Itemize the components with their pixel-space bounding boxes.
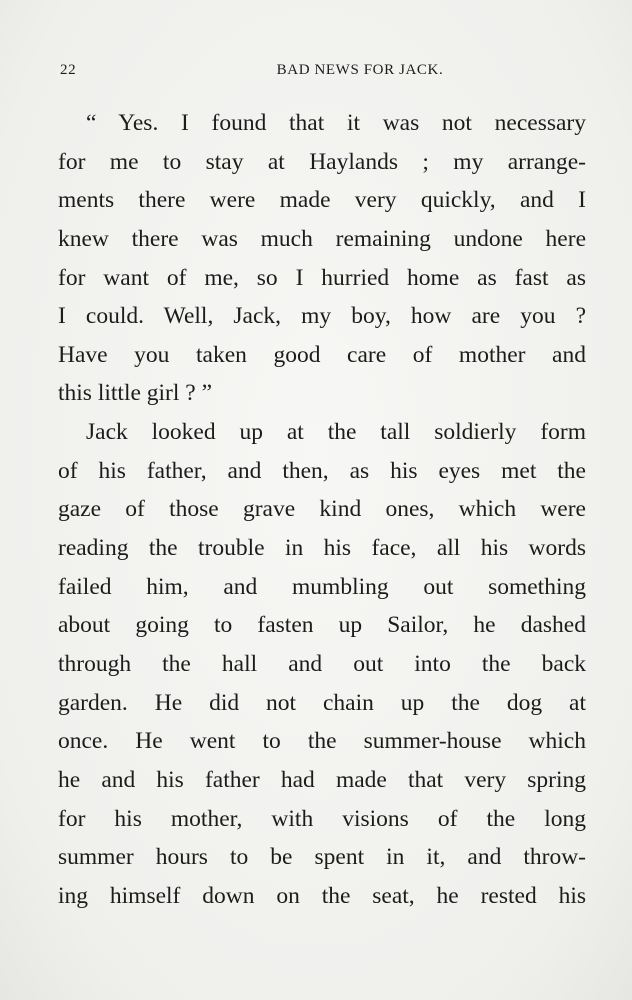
text-line: for his mother, with visions of the long [58, 805, 586, 832]
text-line: summer hours to be spent in it, and throw- [58, 844, 586, 871]
text-line: garden. He did not chain up the dog at [58, 689, 586, 716]
text-line: knew there was much remaining undone here [58, 225, 586, 252]
text-line: I could. Well, Jack, my boy, how are you ? [58, 303, 586, 330]
text-line: once. He went to the summer-house which [58, 728, 586, 755]
body-text [58, 104, 586, 915]
text-line: for want of me, so I hurried home as fast as [58, 264, 586, 291]
text-line: of his father, and then, as his eyes met the [58, 457, 586, 484]
chapter-title: BAD NEWS FOR JACK. [276, 62, 444, 78]
text-line: he and his father had made that very spring [58, 766, 586, 793]
text-line: “ Yes. I found that it was not necessary [86, 110, 586, 136]
text-line: reading the trouble in his face, all his words [58, 535, 586, 562]
text-line: about going to fasten up Sailor, he dashed [58, 612, 586, 639]
text-line: ments there were made very quickly, and I [58, 187, 586, 214]
text-line: for me to stay at Haylands ; my arrange- [58, 148, 586, 175]
text-line: gaze of those grave kind ones, which were [58, 496, 586, 523]
page-number: 22 [60, 62, 77, 78]
text-line: failed him, and mumbling out something [58, 573, 586, 600]
text-line: Jack looked up at the tall soldierly form [86, 419, 586, 446]
text-line: through the hall and out into the back [58, 650, 586, 677]
text-line: this little girl ? ” [58, 380, 213, 407]
text-line: ing himself down on the seat, he rested his [58, 882, 586, 909]
text-line: Have you taken good care of mother and [58, 341, 586, 368]
running-head [60, 62, 580, 86]
